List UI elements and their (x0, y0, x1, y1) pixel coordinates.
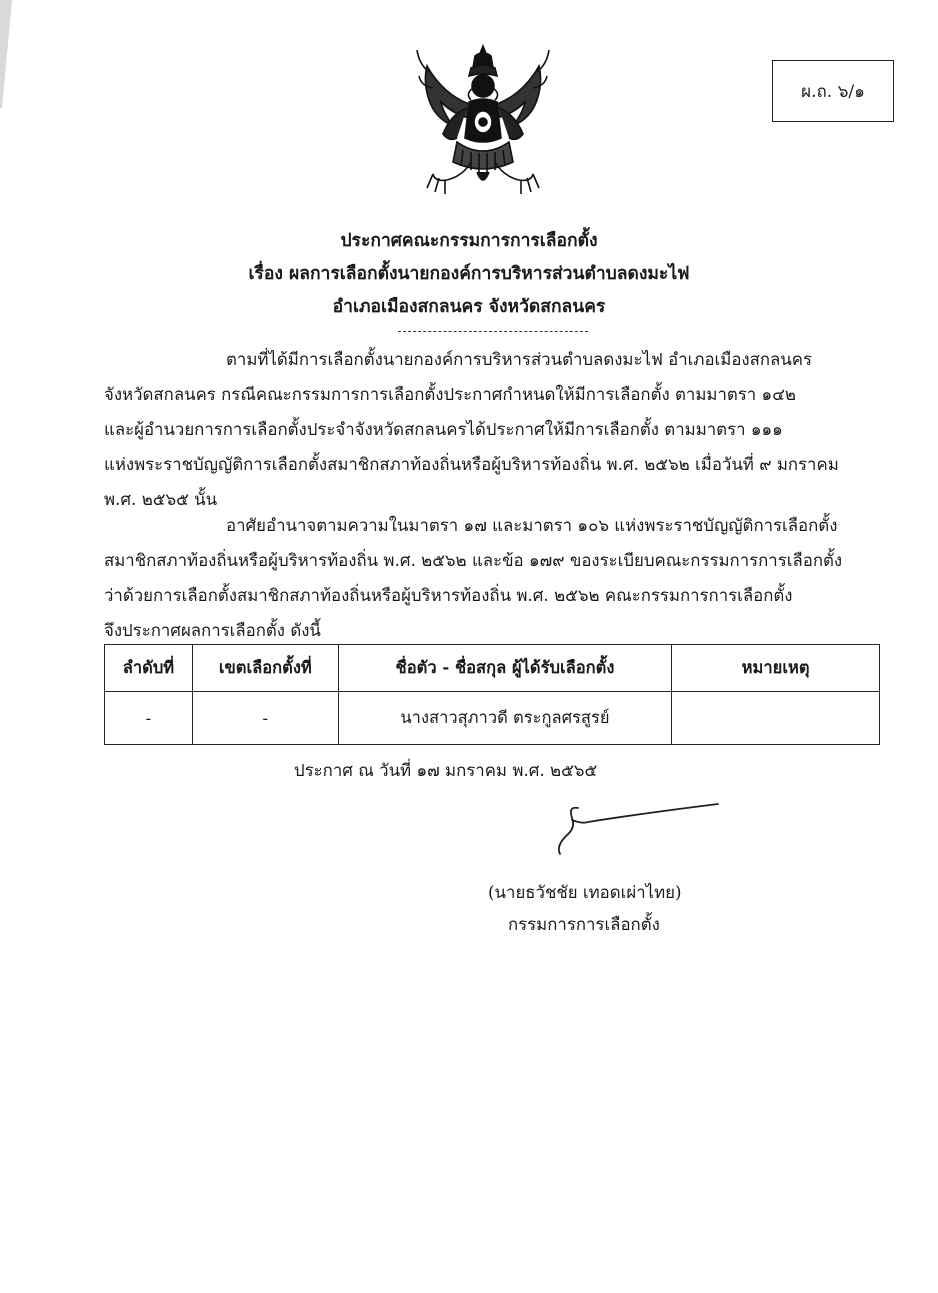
title-divider (398, 331, 588, 332)
signer-title: กรรมการการเลือกตั้ง (508, 914, 660, 934)
cell-elected-name: นางสาวสุภาวดี ตระกูลศรสูรย์ (338, 692, 672, 745)
table-header-row (105, 645, 880, 692)
title-line-3: อำเภอเมืองสกลนคร จังหวัดสกลนคร (332, 297, 606, 317)
paragraph-1-line: และผู้อำนวยการการเลือกตั้งประจำจังหวัดสกลนครได้ประกาศให้มีการเลือกตั้ง ตามมาตรา ๑๑๑ (104, 419, 783, 439)
header-district: เขตเลือกตั้งที่ (192, 645, 338, 692)
paragraph-1 (104, 342, 880, 517)
header-order: ลำดับที่ (105, 645, 193, 692)
paragraph-1-line: จังหวัดสกลนคร กรณีคณะกรรมการการเลือกตั้งประกาศกำหนดให้มีการเลือกตั้ง ตามมาตรา ๑๔๒ (104, 384, 796, 404)
scan-edge-mark (0, 0, 40, 110)
election-results-table (104, 644, 880, 745)
paragraph-1-line: ตามที่ได้มีการเลือกตั้งนายกองค์การบริหารส่วนตำบลดงมะไฟ อำเภอเมืองสกลนคร (226, 349, 812, 369)
form-code-label: ผ.ถ. ๖/๑ (801, 81, 865, 102)
header-remarks: หมายเหตุ (672, 645, 880, 692)
cell-district: - (192, 692, 338, 745)
paragraph-2-line: สมาชิกสภาท้องถิ่นหรือผู้บริหารท้องถิ่น พ.ศ. ๒๕๖๒ และข้อ ๑๗๙ ของระเบียบคณะกรรมการการเลือกตั้ง (104, 550, 843, 570)
garuda-emblem-icon (413, 42, 553, 197)
table-row (105, 692, 880, 745)
form-code-box (772, 60, 894, 122)
cell-remarks (672, 692, 880, 745)
title-line-2: เรื่อง ผลการเลือกตั้งนายกองค์การบริหารส่วนตำบลดงมะไฟ (248, 264, 690, 284)
handwritten-signature (548, 800, 728, 860)
paragraph-2-line: ว่าด้วยการเลือกตั้งสมาชิกสภาท้องถิ่นหรือผู้บริหารท้องถิ่น พ.ศ. ๒๕๖๒ คณะกรรมการการเลือกตั้ง (104, 585, 793, 605)
announcement-title (0, 225, 938, 324)
paragraph-2-line: อาศัยอำนาจตามความในมาตรา ๑๗ และมาตรา ๑๐๖ แห่งพระราชบัญญัติการเลือกตั้ง (226, 515, 838, 535)
signer-name: (นายธวัชชัย เทอดเผ่าไทย) (488, 882, 682, 902)
paragraph-2 (104, 508, 880, 648)
header-elected-name: ชื่อตัว - ชื่อสกุล ผู้ได้รับเลือกตั้ง (338, 645, 672, 692)
cell-order: - (105, 692, 193, 745)
paragraph-2-line: จึงประกาศผลการเลือกตั้ง ดังนี้ (104, 620, 321, 640)
title-line-1: ประกาศคณะกรรมการการเลือกตั้ง (340, 231, 598, 251)
paragraph-1-line: พ.ศ. ๒๕๖๕ นั้น (104, 489, 218, 509)
announcement-date: ประกาศ ณ วันที่ ๑๗ มกราคม พ.ศ. ๒๕๖๕ (294, 760, 598, 780)
paragraph-1-line: แห่งพระราชบัญญัติการเลือกตั้งสมาชิกสภาท้องถิ่นหรือผู้บริหารท้องถิ่น พ.ศ. ๒๕๖๒ เมื่อวันที่ ๙ มกราคม (104, 454, 839, 474)
